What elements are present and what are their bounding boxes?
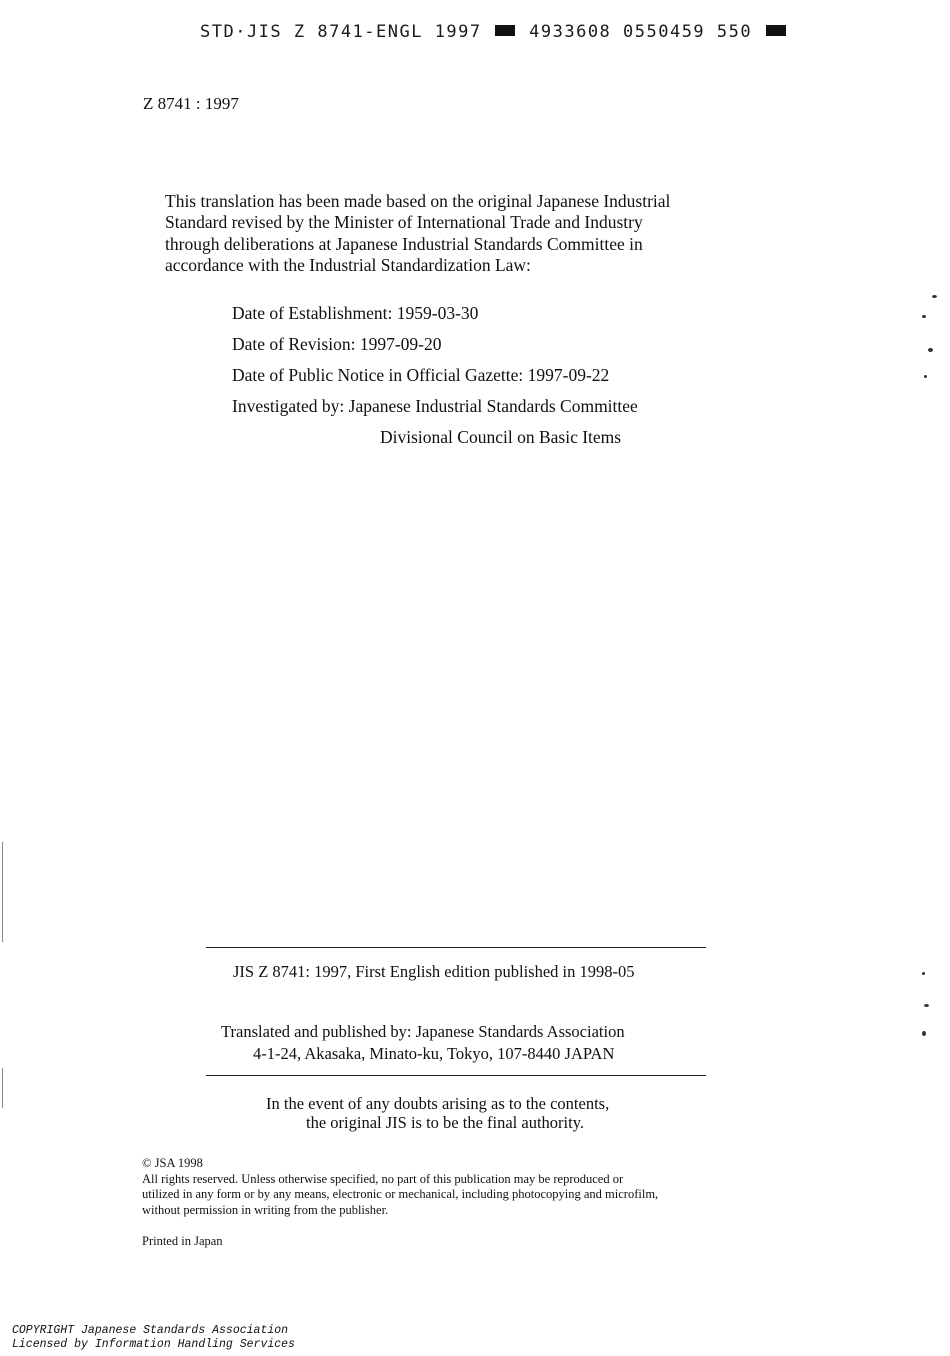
address-line: 4-1-24, Akasaka, Minato-ku, Tokyo, 107-8440 JAPAN [253, 1044, 615, 1063]
intro-paragraph [165, 191, 780, 276]
scan-speck [922, 315, 926, 318]
translated-by-line: Translated and published by: Japanese Standards Association [221, 1022, 625, 1041]
scan-speck [932, 295, 937, 298]
scan-speck [928, 348, 933, 352]
scan-header-barcode: 4933608 0550459 550 [529, 22, 753, 42]
intro-line: through deliberations at Japanese Industrial Standards Committee in [165, 233, 643, 254]
intro-line: accordance with the Industrial Standardization Law: [165, 254, 531, 275]
intro-line: This translation has been made based on the original Japanese Industrial [165, 191, 671, 211]
dates-block [232, 298, 638, 453]
printed-in: Printed in Japan [142, 1234, 223, 1248]
doubts-line-1: In the event of any doubts arising as to the contents, [266, 1094, 610, 1113]
date-of-revision: Date of Revision: 1997-09-20 [232, 334, 442, 354]
document-number: Z 8741 : 1997 [143, 94, 239, 113]
doubts-line-2: the original JIS is to be the final authority. [306, 1113, 585, 1132]
rights-line: without permission in writing from the publisher. [142, 1202, 389, 1217]
divider-bottom [206, 1075, 706, 1076]
scan-edge-mark [2, 842, 3, 942]
edition-line: JIS Z 8741: 1997, First English edition published in 1998-05 [233, 962, 635, 981]
scan-speck [924, 375, 927, 378]
scan-header [200, 22, 788, 42]
redaction-block-icon [766, 25, 786, 36]
scan-speck [922, 1031, 926, 1036]
scan-speck [924, 1004, 929, 1007]
rights-line: All rights reserved. Unless otherwise specified, no part of this publication may be reproduced or [142, 1171, 624, 1186]
investigated-by-continuation: Divisional Council on Basic Items [380, 427, 622, 447]
footer-licensed: Licensed by Information Handling Services [12, 1338, 295, 1351]
investigated-by: Investigated by: Japanese Industrial Standards Committee [232, 396, 638, 416]
copyright-symbol: © JSA 1998 [142, 1156, 203, 1170]
intro-line: Standard revised by the Minister of International Trade and Industry [165, 212, 643, 233]
scan-edge-mark [2, 1068, 3, 1108]
divider-top [206, 947, 706, 948]
footer-license [12, 1324, 295, 1352]
scan-speck [922, 972, 925, 975]
footer-copyright: COPYRIGHT Japanese Standards Association [12, 1324, 289, 1337]
date-of-establishment: Date of Establishment: 1959-03-30 [232, 303, 479, 323]
rights-line: utilized in any form or by any means, electronic or mechanical, including photocopying and microfilm, [142, 1187, 659, 1201]
date-of-public-notice: Date of Public Notice in Official Gazette: 1997-09-22 [232, 365, 610, 385]
redaction-block-icon [495, 25, 515, 36]
copyright-block [142, 1156, 658, 1218]
scan-header-id: STD·JIS Z 8741-ENGL 1997 [200, 22, 482, 42]
